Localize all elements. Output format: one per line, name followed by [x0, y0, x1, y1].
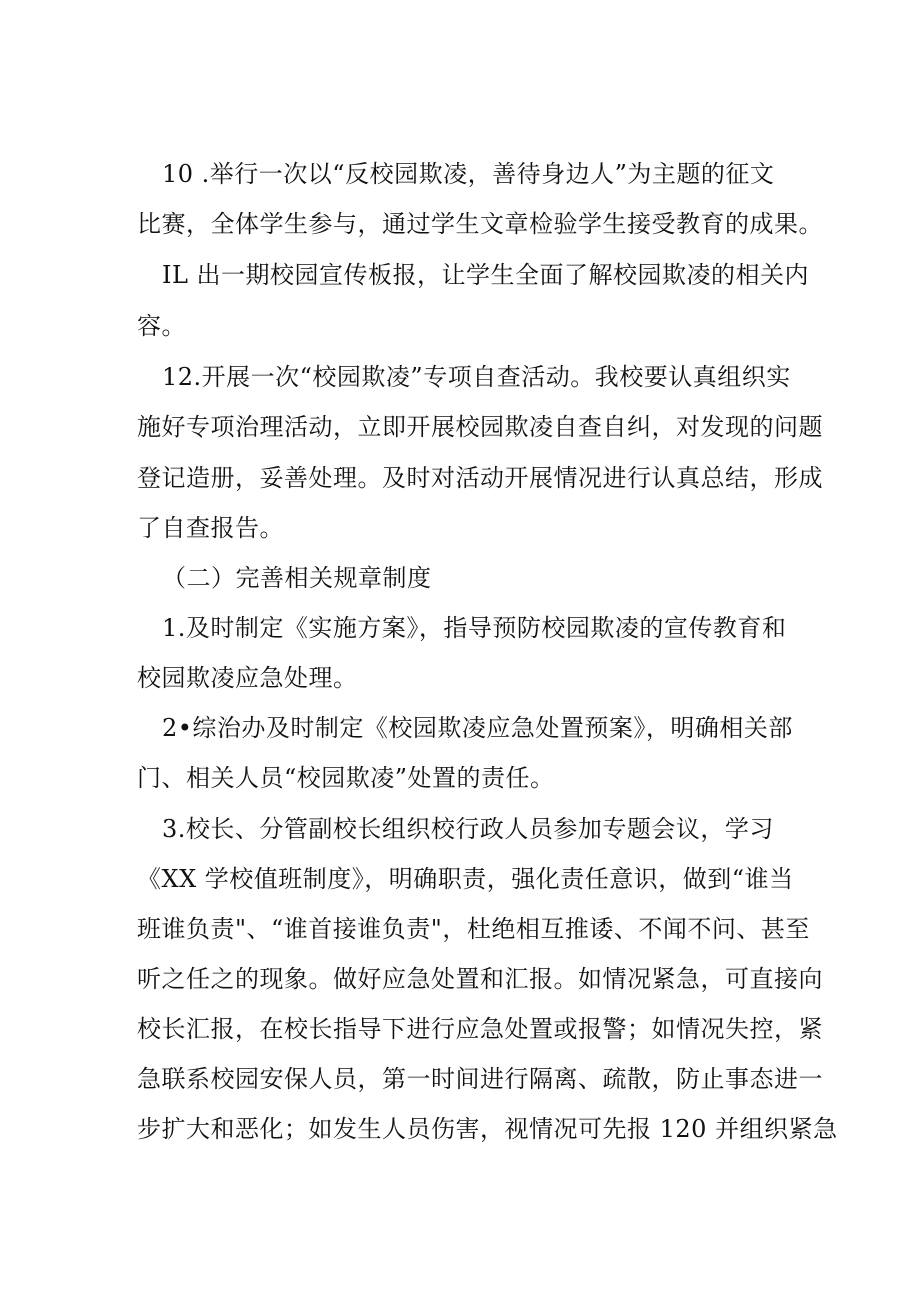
paragraph-12-line-2: 施好专项治理活动，立即开展校园欺凌自查自纠，对发现的问题	[137, 413, 823, 441]
item-3-line-4: 听之任之的现象。做好应急处置和汇报。如情况紧急，可直接向	[137, 965, 823, 993]
section-heading: （二）完善相关规章制度	[162, 564, 432, 592]
item-3-line-6: 急联系校园安保人员，第一时间进行隔离、疏散，防止事态进一	[137, 1065, 823, 1093]
item-1-line-2: 校园欺凌应急处理。	[137, 664, 358, 692]
item-2-line-2: 门、相关人员“校园欺凌”处置的责任。	[137, 764, 555, 792]
item-1-line-1: 1.及时制定《实施方案》，指导预防校园欺凌的宣传教育和	[162, 614, 787, 642]
item-3-line-3: 班谁负责"、“谁首接谁负责"，杜绝相互推诿、不闻不问、甚至	[137, 915, 810, 943]
paragraph-12-line-3: 登记造册，妥善处理。及时对活动开展情况进行认真总结，形成	[137, 464, 823, 492]
item-3-line-7: 步扩大和恶化；如发生人员伤害，视情况可先报 120 并组织紧急	[137, 1115, 838, 1143]
paragraph-10-line-2: 比赛，全体学生参与，通过学生文章检验学生接受教育的成果。	[137, 210, 823, 238]
paragraph-11-line-2: 容。	[137, 312, 186, 340]
paragraph-10-line-1: 10 .举行一次以“反校园欺凌，善待身边人”为主题的征文	[162, 160, 775, 188]
paragraph-12-line-4: 了自查报告。	[137, 514, 284, 542]
item-2-line-1: 2•综治办及时制定《校园欺凌应急处置预案》，明确相关部	[162, 714, 793, 742]
paragraph-11-line-1: IL 出一期校园宣传板报，让学生全面了解校园欺凌的相关内	[162, 261, 810, 289]
item-3-line-1: 3.校长、分管副校长组织校行政人员参加专题会议，学习	[162, 815, 774, 843]
item-3-line-2: 《XX 学校值班制度》，明确职责，强化责任意识，做到“谁当	[137, 865, 794, 893]
paragraph-12-line-1: 12.开展一次“校园欺凌”专项自查活动。我校要认真组织实	[162, 363, 791, 391]
item-3-line-5: 校长汇报，在校长指导下进行应急处置或报警；如情况失控，紧	[137, 1015, 823, 1043]
